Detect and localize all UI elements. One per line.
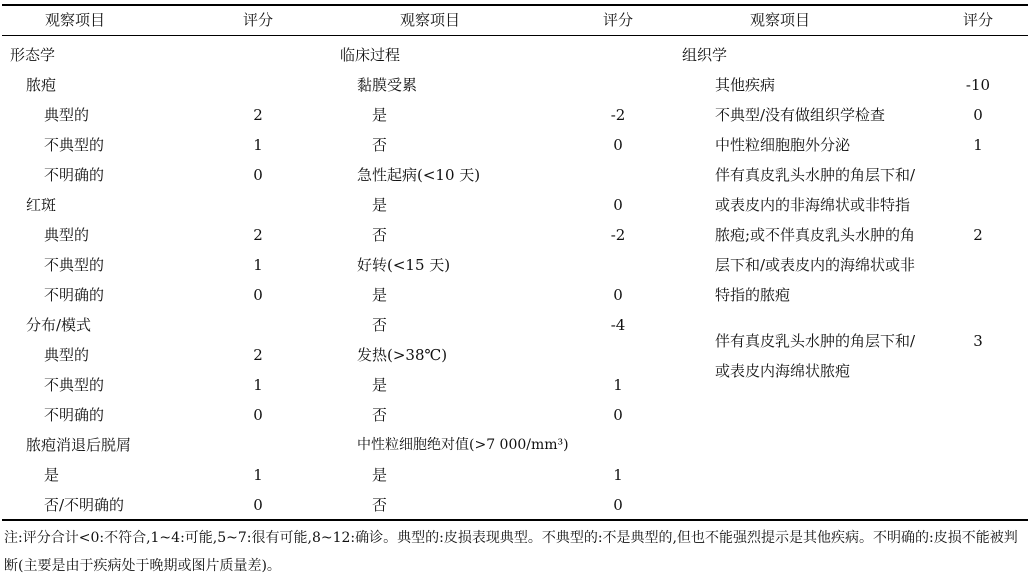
col1-option-score: 1	[253, 256, 263, 274]
col3-score-header: 评分	[962, 11, 993, 29]
col2-item-header: 观察项目	[399, 11, 460, 29]
col2-group-label: 中性粒细胞绝对值(>7 000/mm³)	[357, 437, 569, 453]
col2-group-label: 好转(<15 天)	[357, 256, 451, 274]
col2-option-score: -2	[610, 226, 626, 244]
col2-score-header: 评分	[602, 11, 633, 29]
col1-option-score: 1	[253, 136, 263, 154]
col1-group-label: 脓疱消退后脱屑	[26, 436, 132, 454]
col1-option-label: 不典型的	[44, 256, 105, 274]
table-footnote: 注:评分合计<0:不符合,1~4:可能,5~7:很有可能,8~12:确诊。典型的:皮损表现典型。不典型的:不是典型的,但也不能强烈提示是其他疾病。不明确的:皮损不能被判断(主要是由于疾病处于晚期或图片质量差)。	[4, 530, 1018, 574]
col2-option-score: 0	[613, 196, 623, 214]
col2-option-score: 0	[613, 406, 623, 424]
col1-item-header: 观察项目	[44, 11, 105, 29]
col3-item-label: 伴有真皮乳头水肿的角层下和/或表皮内的非海绵状或非特指脓疱;或不伴真皮乳头水肿的角层下和/或表皮内的海绵状或非特指的脓疱	[715, 166, 916, 304]
col2-option-label: 否	[372, 136, 388, 154]
col2-option-label: 是	[372, 376, 388, 394]
col3-item-label: 其他疾病	[715, 76, 776, 94]
col2-option-label: 否	[372, 406, 388, 424]
col1-option-label: 是	[44, 466, 60, 484]
col2-option-label: 是	[372, 286, 388, 304]
header-rule	[2, 35, 1028, 36]
col3-item-score: 3	[973, 332, 983, 350]
col1-option-label: 不明确的	[44, 406, 105, 424]
col2-option-label: 否	[372, 496, 388, 514]
col2-option-label: 是	[372, 466, 388, 484]
col2-option-label: 是	[372, 196, 388, 214]
col3-item-score: 2	[973, 226, 983, 244]
col2-option-label: 是	[372, 106, 388, 124]
col1-option-score: 0	[253, 286, 263, 304]
col1-option-score: 2	[253, 106, 263, 124]
col3-item-label: 伴有真皮乳头水肿的角层下和/或表皮内海绵状脓疱	[715, 332, 916, 380]
col3-item-header: 观察项目	[749, 11, 810, 29]
col1-option-score: 0	[253, 406, 263, 424]
col1-group-label: 红斑	[26, 196, 57, 214]
col1-section-title: 形态学	[10, 46, 56, 64]
col3-item-score: 1	[973, 136, 983, 154]
col1-group-label: 分布/模式	[26, 316, 92, 334]
col2-option-score: -4	[610, 316, 626, 334]
col1-option-label: 典型的	[44, 346, 90, 364]
col3-item-label: 不典型/没有做组织学检查	[715, 106, 886, 124]
col3-item-score: 0	[973, 106, 983, 124]
col1-option-label: 典型的	[44, 226, 90, 244]
col1-group-label: 脓疱	[26, 76, 57, 94]
col1-option-score: 0	[253, 166, 263, 184]
col1-option-score: 2	[253, 346, 263, 364]
col2-option-score: 0	[613, 286, 623, 304]
col3-section-title: 组织学	[682, 46, 728, 64]
col1-option-label: 否/不明确的	[44, 496, 125, 514]
col2-group-label: 急性起病(<10 天)	[357, 166, 481, 184]
top-rule	[2, 4, 1028, 6]
col2-option-label: 否	[372, 226, 388, 244]
col2-option-score: 1	[613, 466, 623, 484]
col1-option-score: 0	[253, 496, 263, 514]
col1-option-label: 不明确的	[44, 286, 105, 304]
col1-option-label: 不明确的	[44, 166, 105, 184]
col1-score-header: 评分	[242, 11, 273, 29]
col1-option-label: 不典型的	[44, 136, 105, 154]
col2-group-label: 发热(>38℃)	[357, 346, 448, 364]
col2-option-score: 0	[613, 496, 623, 514]
col3-item-score: -10	[965, 76, 991, 94]
col2-option-score: 0	[613, 136, 623, 154]
col2-option-score: 1	[613, 376, 623, 394]
col3-item-label: 中性粒细胞胞外分泌	[715, 136, 851, 154]
col1-option-label: 典型的	[44, 106, 90, 124]
col1-option-score: 1	[253, 376, 263, 394]
col2-section-title: 临床过程	[340, 46, 401, 64]
bottom-rule	[2, 519, 1028, 521]
col2-option-label: 否	[372, 316, 388, 334]
col1-option-label: 不典型的	[44, 376, 105, 394]
col2-option-score: -2	[610, 106, 626, 124]
col1-option-score: 1	[253, 466, 263, 484]
col1-option-score: 2	[253, 226, 263, 244]
col2-group-label: 黏膜受累	[357, 76, 418, 94]
